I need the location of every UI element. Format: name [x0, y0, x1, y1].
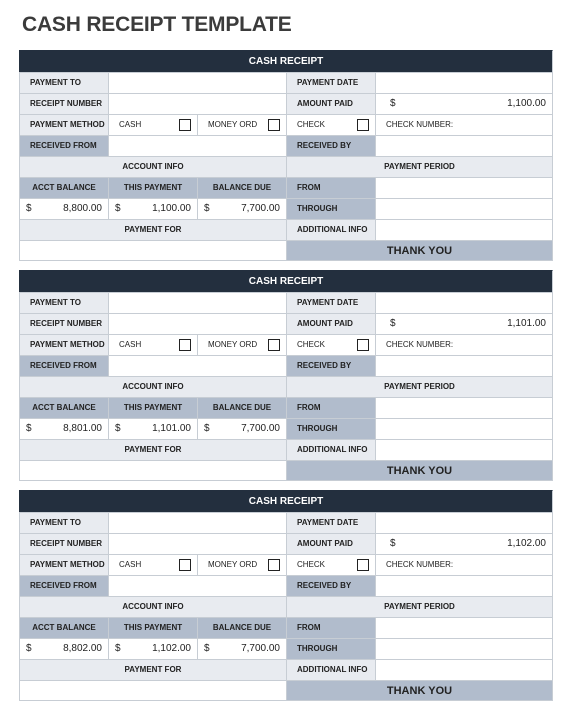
money-order-option	[197, 114, 286, 135]
check-option	[286, 334, 375, 355]
cash-label: CASH	[119, 560, 142, 569]
receipt-number-label: RECEIPT NUMBER	[19, 93, 108, 114]
payment-date-label: PAYMENT DATE	[286, 72, 375, 93]
currency-symbol: $	[115, 423, 121, 434]
from-field[interactable]	[375, 617, 553, 638]
thank-you-banner: THANK YOU	[286, 460, 553, 481]
acct-balance-value: 8,801.00	[63, 423, 102, 434]
check-label: CHECK	[297, 560, 326, 569]
currency-symbol: $	[26, 203, 32, 214]
received-by-field[interactable]	[375, 135, 553, 156]
payment-to-field[interactable]	[108, 512, 286, 533]
payment-date-label: PAYMENT DATE	[286, 512, 375, 533]
this-payment-label: THIS PAYMENT	[108, 397, 197, 418]
cash-checkbox[interactable]	[179, 119, 191, 131]
payment-method-label: PAYMENT METHOD	[19, 554, 108, 575]
payment-date-field[interactable]	[375, 72, 553, 93]
payment-for-field[interactable]	[19, 680, 286, 701]
thank-you-banner: THANK YOU	[286, 240, 553, 261]
received-from-field[interactable]	[108, 575, 286, 596]
receipt-number-label: RECEIPT NUMBER	[19, 533, 108, 554]
check-number-field[interactable]	[375, 114, 553, 135]
payment-for-header: PAYMENT FOR	[19, 219, 286, 240]
balance-due-field[interactable]	[197, 198, 286, 219]
balance-due-value: 7,700.00	[241, 643, 280, 654]
currency-symbol: $	[204, 423, 210, 434]
additional-info-field[interactable]	[375, 219, 553, 240]
this-payment-label: THIS PAYMENT	[108, 617, 197, 638]
through-field[interactable]	[375, 638, 553, 659]
receipt-number-label: RECEIPT NUMBER	[19, 313, 108, 334]
through-label: THROUGH	[286, 198, 375, 219]
check-checkbox[interactable]	[357, 339, 369, 351]
from-field[interactable]	[375, 177, 553, 198]
thank-you-banner: THANK YOU	[286, 680, 553, 701]
amount-paid-label: AMOUNT PAID	[286, 93, 375, 114]
additional-info-field[interactable]	[375, 659, 553, 680]
payment-date-label: PAYMENT DATE	[286, 292, 375, 313]
currency-symbol: $	[390, 98, 396, 109]
balance-due-field[interactable]	[197, 418, 286, 439]
payment-to-field[interactable]	[108, 292, 286, 313]
payment-period-header: PAYMENT PERIOD	[286, 156, 553, 177]
check-number-label: CHECK NUMBER:	[386, 340, 454, 349]
currency-symbol: $	[390, 538, 396, 549]
payment-to-label: PAYMENT TO	[19, 72, 108, 93]
additional-info-label: ADDITIONAL INFO	[286, 439, 375, 460]
through-field[interactable]	[375, 418, 553, 439]
amount-paid-field[interactable]	[375, 93, 553, 114]
cash-checkbox[interactable]	[179, 559, 191, 571]
money-order-checkbox[interactable]	[268, 559, 280, 571]
account-info-header: ACCOUNT INFO	[19, 156, 286, 177]
amount-paid-value: 1,100.00	[507, 98, 546, 109]
amount-paid-label: AMOUNT PAID	[286, 313, 375, 334]
balance-due-label: BALANCE DUE	[197, 177, 286, 198]
cash-receipt-2	[19, 270, 553, 481]
this-payment-field[interactable]	[108, 198, 197, 219]
payment-to-field[interactable]	[108, 72, 286, 93]
account-info-header: ACCOUNT INFO	[19, 596, 286, 617]
this-payment-label: THIS PAYMENT	[108, 177, 197, 198]
this-payment-value: 1,101.00	[152, 423, 191, 434]
acct-balance-value: 8,800.00	[63, 203, 102, 214]
receipt-number-field[interactable]	[108, 313, 286, 334]
received-by-label: RECEIVED BY	[286, 355, 375, 376]
check-number-label: CHECK NUMBER:	[386, 560, 454, 569]
currency-symbol: $	[115, 203, 121, 214]
receipt-header: CASH RECEIPT	[19, 490, 553, 512]
page-title: CASH RECEIPT TEMPLATE	[22, 13, 292, 36]
from-label: FROM	[286, 397, 375, 418]
through-field[interactable]	[375, 198, 553, 219]
payment-method-label: PAYMENT METHOD	[19, 334, 108, 355]
acct-balance-value: 8,802.00	[63, 643, 102, 654]
received-from-label: RECEIVED FROM	[19, 355, 108, 376]
balance-due-label: BALANCE DUE	[197, 617, 286, 638]
additional-info-field[interactable]	[375, 439, 553, 460]
check-option	[286, 114, 375, 135]
acct-balance-label: ACCT BALANCE	[19, 617, 108, 638]
acct-balance-label: ACCT BALANCE	[19, 177, 108, 198]
money-order-label: MONEY ORD	[208, 120, 258, 129]
payment-period-header: PAYMENT PERIOD	[286, 376, 553, 397]
acct-balance-label: ACCT BALANCE	[19, 397, 108, 418]
received-from-label: RECEIVED FROM	[19, 575, 108, 596]
through-label: THROUGH	[286, 638, 375, 659]
amount-paid-field[interactable]	[375, 313, 553, 334]
check-number-label: CHECK NUMBER:	[386, 120, 454, 129]
amount-paid-value: 1,101.00	[507, 318, 546, 329]
check-number-field[interactable]	[375, 554, 553, 575]
this-payment-field[interactable]	[108, 638, 197, 659]
this-payment-value: 1,102.00	[152, 643, 191, 654]
currency-symbol: $	[390, 318, 396, 329]
account-info-header: ACCOUNT INFO	[19, 376, 286, 397]
payment-for-field[interactable]	[19, 460, 286, 481]
cash-checkbox[interactable]	[179, 339, 191, 351]
through-label: THROUGH	[286, 418, 375, 439]
payment-period-header: PAYMENT PERIOD	[286, 596, 553, 617]
additional-info-label: ADDITIONAL INFO	[286, 659, 375, 680]
money-order-label: MONEY ORD	[208, 340, 258, 349]
cash-receipt-3	[19, 490, 553, 701]
cash-option	[108, 554, 197, 575]
received-by-label: RECEIVED BY	[286, 135, 375, 156]
acct-balance-field[interactable]	[19, 198, 108, 219]
check-checkbox[interactable]	[357, 559, 369, 571]
money-order-option	[197, 334, 286, 355]
balance-due-value: 7,700.00	[241, 203, 280, 214]
payment-to-label: PAYMENT TO	[19, 292, 108, 313]
payment-date-field[interactable]	[375, 512, 553, 533]
payment-for-header: PAYMENT FOR	[19, 439, 286, 460]
check-checkbox[interactable]	[357, 119, 369, 131]
currency-symbol: $	[204, 643, 210, 654]
currency-symbol: $	[115, 643, 121, 654]
from-label: FROM	[286, 177, 375, 198]
received-by-label: RECEIVED BY	[286, 575, 375, 596]
this-payment-field[interactable]	[108, 418, 197, 439]
received-from-field[interactable]	[108, 135, 286, 156]
received-by-field[interactable]	[375, 575, 553, 596]
from-label: FROM	[286, 617, 375, 638]
check-number-field[interactable]	[375, 334, 553, 355]
currency-symbol: $	[26, 423, 32, 434]
amount-paid-field[interactable]	[375, 533, 553, 554]
from-field[interactable]	[375, 397, 553, 418]
cash-option	[108, 114, 197, 135]
money-order-option	[197, 554, 286, 575]
receipt-header: CASH RECEIPT	[19, 50, 553, 72]
this-payment-value: 1,100.00	[152, 203, 191, 214]
amount-paid-value: 1,102.00	[507, 538, 546, 549]
check-label: CHECK	[297, 120, 326, 129]
check-label: CHECK	[297, 340, 326, 349]
payment-to-label: PAYMENT TO	[19, 512, 108, 533]
payment-for-field[interactable]	[19, 240, 286, 261]
balance-due-field[interactable]	[197, 638, 286, 659]
cash-label: CASH	[119, 340, 142, 349]
currency-symbol: $	[26, 643, 32, 654]
check-option	[286, 554, 375, 575]
receipt-number-field[interactable]	[108, 533, 286, 554]
payment-for-header: PAYMENT FOR	[19, 659, 286, 680]
receipt-number-field[interactable]	[108, 93, 286, 114]
payment-date-field[interactable]	[375, 292, 553, 313]
received-from-label: RECEIVED FROM	[19, 135, 108, 156]
additional-info-label: ADDITIONAL INFO	[286, 219, 375, 240]
acct-balance-field[interactable]	[19, 418, 108, 439]
cash-receipt-1	[19, 50, 553, 261]
balance-due-value: 7,700.00	[241, 423, 280, 434]
currency-symbol: $	[204, 203, 210, 214]
received-from-field[interactable]	[108, 355, 286, 376]
money-order-checkbox[interactable]	[268, 339, 280, 351]
receipt-header: CASH RECEIPT	[19, 270, 553, 292]
acct-balance-field[interactable]	[19, 638, 108, 659]
payment-method-label: PAYMENT METHOD	[19, 114, 108, 135]
cash-option	[108, 334, 197, 355]
money-order-checkbox[interactable]	[268, 119, 280, 131]
received-by-field[interactable]	[375, 355, 553, 376]
balance-due-label: BALANCE DUE	[197, 397, 286, 418]
amount-paid-label: AMOUNT PAID	[286, 533, 375, 554]
cash-label: CASH	[119, 120, 142, 129]
money-order-label: MONEY ORD	[208, 560, 258, 569]
